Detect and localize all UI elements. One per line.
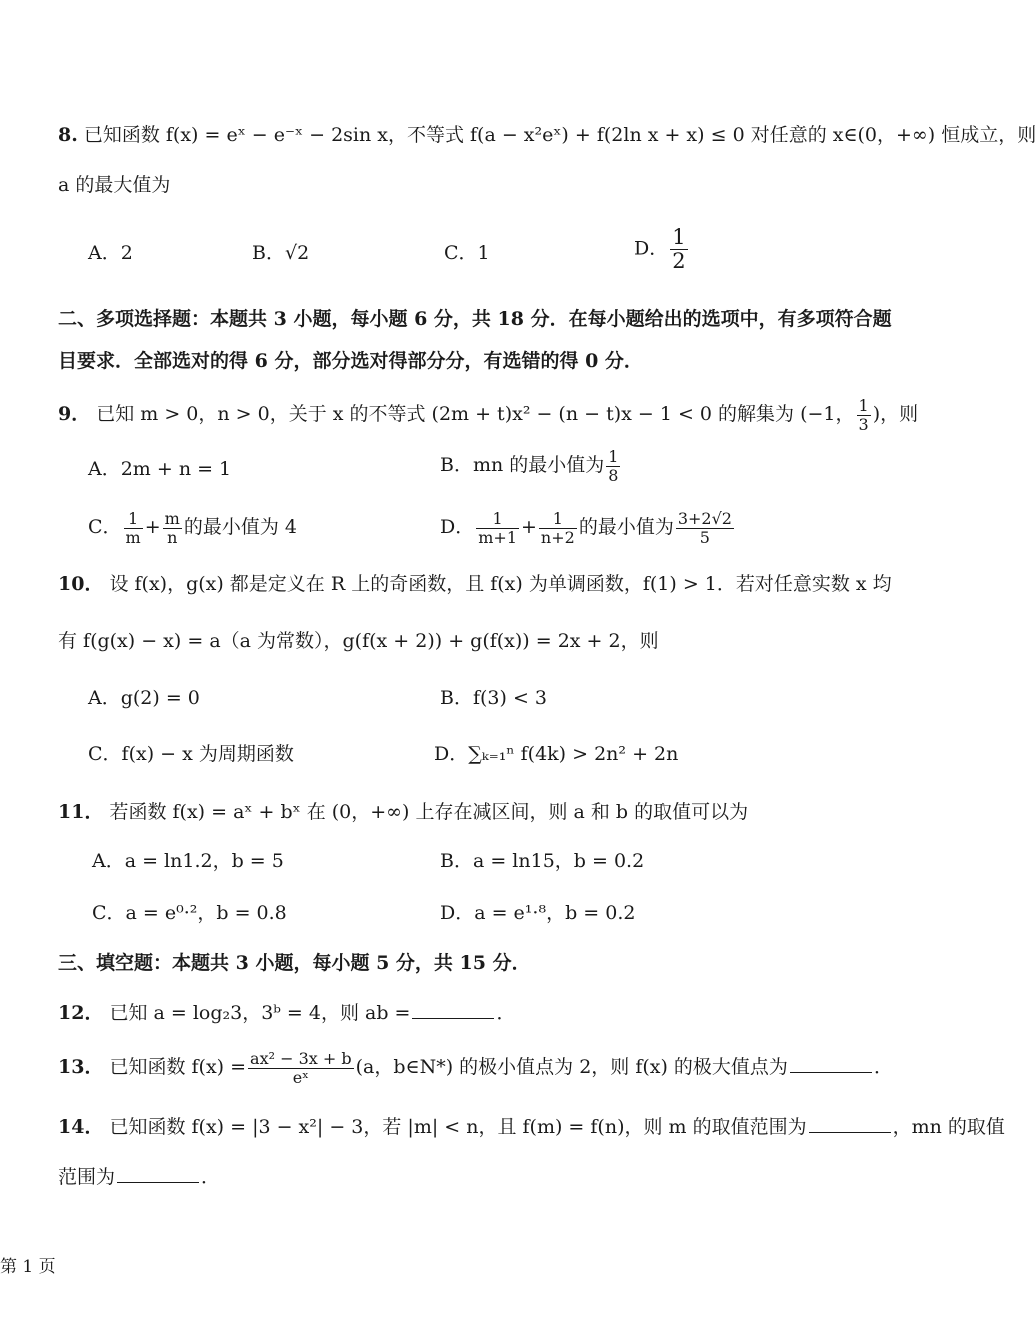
- q9-option-a: A．2m + n = 1: [88, 458, 232, 480]
- section2-heading-line1: 二、多项选择题：本题共 3 小题，每小题 6 分，共 18 分．在每小题给出的选项中，有多项符合题: [58, 308, 892, 330]
- q9-option-c-plus: +: [144, 516, 161, 539]
- q9-option-c-f1-denominator: m: [125, 527, 141, 547]
- q12-stem-end: ．: [496, 1002, 516, 1024]
- q9-stem-numerator: 1: [858, 396, 869, 415]
- q10-option-a: A．g(2) = 0: [88, 687, 200, 709]
- q9-option-c: [88, 510, 297, 546]
- q9-option-b-denominator: 8: [608, 465, 619, 485]
- q10-option-b: B．f(3) < 3: [440, 687, 547, 709]
- q9-option-d-f2-denominator: n+2: [540, 527, 575, 547]
- q8-stem-line1: 已知函数 f(x) = eˣ − e⁻ˣ − 2sin x，不等式 f(a − x²eˣ) + f(2ln x + x) ≤ 0 对任意的 x∈(0，+∞) 恒成立，则: [83, 124, 1036, 146]
- q8-option-a: A．2: [88, 242, 133, 264]
- q9-stem: [58, 397, 918, 433]
- q8-option-c: C．1: [444, 242, 490, 264]
- q11-option-d: D．a = e¹·⁸，b = 0.2: [440, 902, 636, 924]
- q9-option-d-label: D．: [440, 516, 475, 539]
- q9-option-d-fraction1: [476, 510, 519, 546]
- q12-number: 12．: [58, 1002, 104, 1024]
- q9-stem-fraction: [857, 397, 871, 433]
- q14-stem-mid: ，mn 的取值: [892, 1116, 1005, 1138]
- q8-option-d-denominator: 2: [672, 249, 686, 274]
- q9-option-b-numerator: 1: [608, 447, 619, 466]
- q9-option-c-label: C．: [88, 516, 122, 539]
- q9-option-d-f2-numerator: 1: [539, 510, 577, 529]
- q9-option-c-f2-denominator: n: [167, 527, 178, 547]
- q9-option-d-f1-numerator: 1: [476, 510, 519, 529]
- q9-option-d-plus: +: [521, 516, 537, 539]
- q10-number: 10．: [58, 573, 104, 595]
- q8-stem-line2: a 的最大值为: [58, 174, 171, 196]
- section3-heading: 三、填空题：本题共 3 小题，每小题 5 分，共 15 分．: [58, 952, 531, 974]
- section2-heading-line2: 目要求．全部选对的得 6 分，部分选对得部分分，有选错的得 0 分．: [58, 350, 643, 372]
- q8-number: 8.: [58, 124, 78, 146]
- q9-option-d-fraction3: [676, 510, 734, 546]
- q8-option-d: [634, 226, 690, 273]
- q9-option-b: [440, 448, 622, 484]
- q9-option-c-text: 的最小值为 4: [183, 516, 297, 539]
- q14-stem-text: 已知函数 f(x) = |3 − x²| − 3，若 |m| < n，且 f(m) = f(n)，则 m 的取值范围为: [109, 1116, 807, 1138]
- q9-stem-text: 已知 m > 0，n > 0，关于 x 的不等式 (2m + t)x² − (n − t)x − 1 < 0 的解集为 (−1，: [96, 403, 855, 426]
- q14-answer-blank-1: [809, 1114, 891, 1133]
- q13-stem-end: ．: [873, 1056, 893, 1079]
- q13-number: 13．: [58, 1056, 104, 1079]
- q10-option-c: C．f(x) − x 为周期函数: [88, 743, 294, 765]
- q13-stem-text: 已知函数 f(x) =: [109, 1056, 247, 1079]
- q14-answer-blank-2: [117, 1164, 199, 1183]
- q14-line1: [58, 1114, 1005, 1140]
- q9-option-c-fraction2: [163, 510, 182, 546]
- q12-stem: [58, 1000, 515, 1026]
- q10-stem-line1: 设 f(x)，g(x) 都是定义在 R 上的奇函数，且 f(x) 为单调函数，f(1) > 1．若对任意实数 x 均: [109, 573, 892, 595]
- q8-option-d-fraction: [670, 226, 687, 273]
- q13-fraction-denominator: eˣ: [292, 1067, 309, 1087]
- q11-option-b: B．a = ln15，b = 0.2: [440, 850, 645, 872]
- q12-stem-text: 已知 a = log₂3，3ᵇ = 4，则 ab =: [109, 1002, 411, 1024]
- q9-option-d: [440, 510, 736, 546]
- q9-option-c-fraction1: [124, 510, 143, 546]
- q14-line2-end: ．: [201, 1166, 221, 1188]
- q13-fraction-numerator: ax² − 3x + b: [250, 1049, 352, 1068]
- q8-option-d-numerator: 1: [672, 225, 686, 249]
- q11-stem: [58, 799, 748, 825]
- q13-stem-mid: (a，b∈N*) 的极小值点为 2，则 f(x) 的极大值点为: [355, 1056, 788, 1079]
- q9-option-d-fraction2: [539, 510, 577, 546]
- q11-option-a: A．a = ln1.2，b = 5: [92, 850, 284, 872]
- q9-number: 9．: [58, 403, 91, 426]
- q11-number: 11．: [58, 801, 104, 823]
- q10-line1: [58, 571, 892, 597]
- q13-stem: [58, 1050, 893, 1086]
- q14-line2: [58, 1164, 220, 1190]
- q9-option-d-f1-denominator: m+1: [478, 527, 517, 547]
- q13-fraction: [248, 1050, 354, 1086]
- q9-option-c-f1-numerator: 1: [124, 510, 143, 529]
- q9-option-d-f3-numerator: 3+2√2: [677, 509, 732, 528]
- q14-number: 14．: [58, 1116, 104, 1138]
- q9-option-c-f2-numerator: m: [164, 509, 180, 528]
- q8-line1: [58, 122, 1036, 148]
- q13-answer-blank: [790, 1054, 872, 1073]
- q10-stem-line2: 有 f(g(x) − x) = a（a 为常数），g(f(x + 2)) + g(f(x)) = 2x + 2，则: [58, 630, 659, 652]
- q9-option-b-text: B．mn 的最小值为: [440, 454, 605, 477]
- q12-answer-blank: [412, 1000, 494, 1019]
- q8-option-b: B．√2: [252, 242, 310, 264]
- q9-option-b-fraction: [606, 448, 620, 484]
- q9-option-d-text: 的最小值为: [578, 516, 674, 539]
- q8-option-d-label: D．: [634, 237, 669, 260]
- q11-option-c: C．a = e⁰·²，b = 0.8: [92, 902, 287, 924]
- q11-stem-text: 若函数 f(x) = aˣ + bˣ 在 (0，+∞) 上存在减区间，则 a 和 b 的取值可以为: [109, 801, 749, 823]
- q9-stem-end: )，则: [872, 403, 919, 426]
- q14-line2-text: 范围为: [58, 1166, 116, 1188]
- q9-option-d-f3-denominator: 5: [699, 527, 710, 547]
- page-number: 第 1 页: [0, 1257, 56, 1277]
- q9-stem-denominator: 3: [858, 414, 869, 434]
- q10-option-d: D．∑ₖ₌₁ⁿ f(4k) > 2n² + 2n: [434, 743, 679, 765]
